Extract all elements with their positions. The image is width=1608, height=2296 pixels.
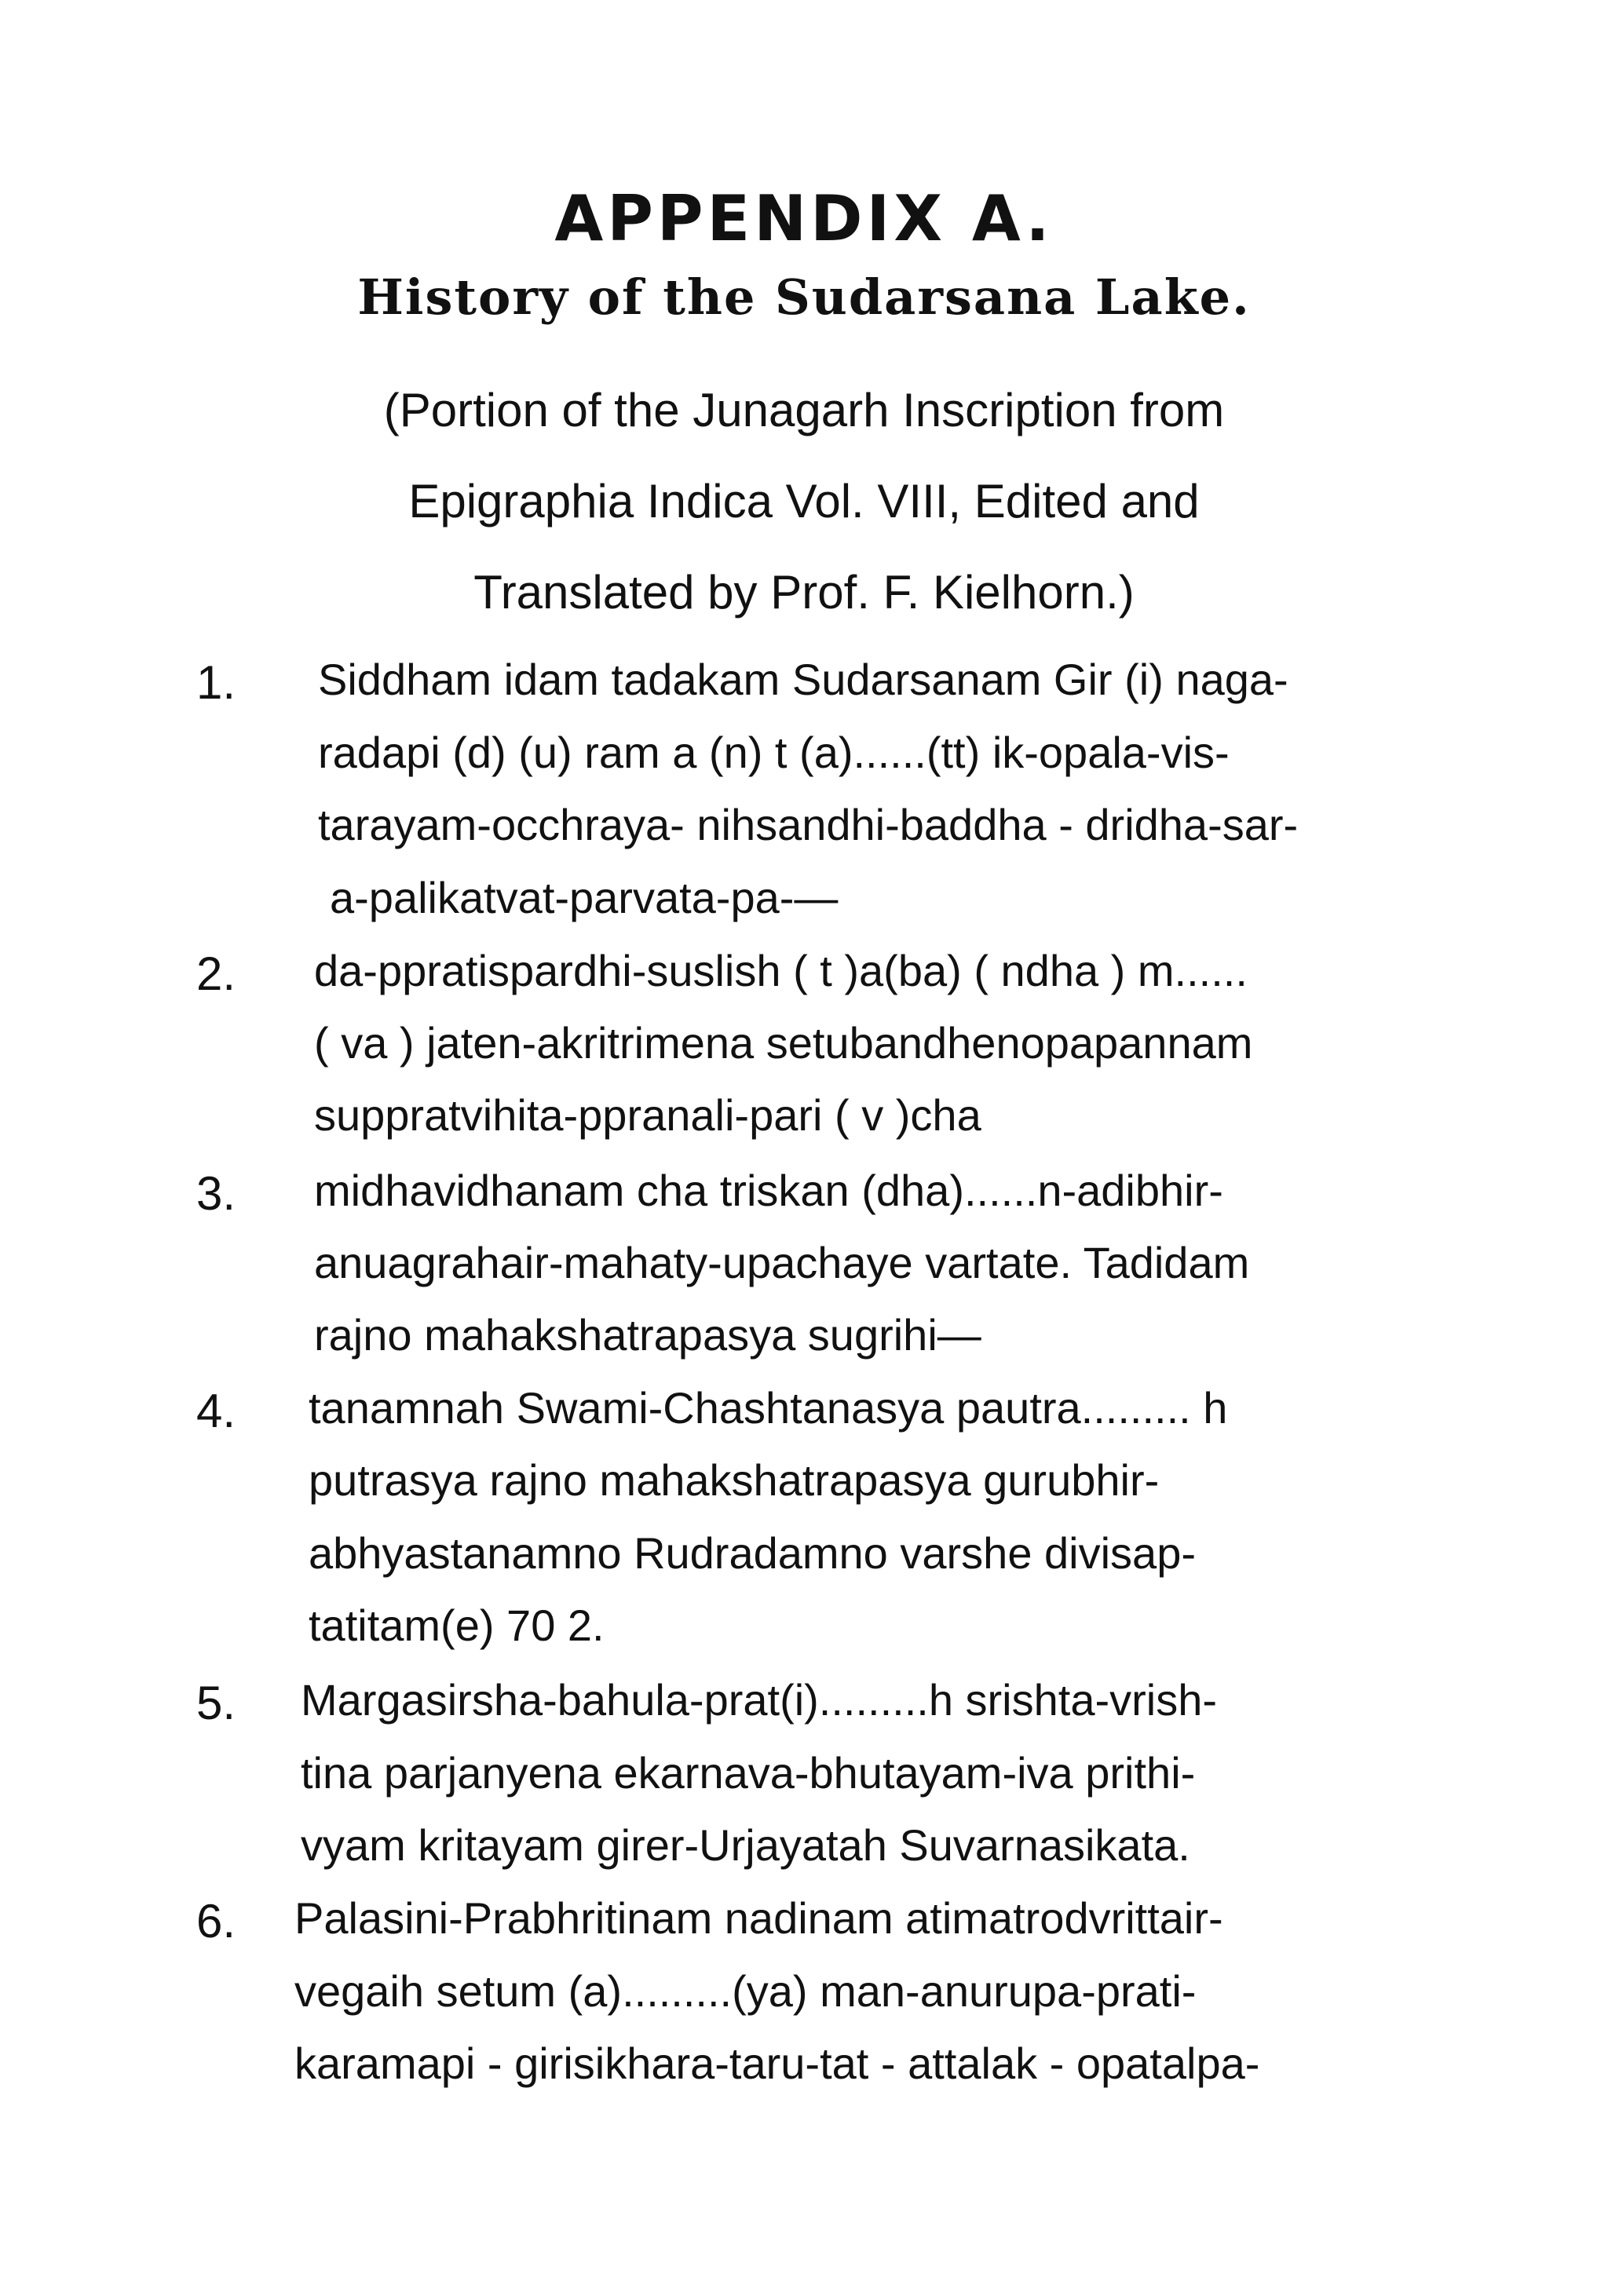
- source-note-line: Translated by Prof. F. Kielhorn.): [473, 566, 1135, 619]
- verse-line: karamapi - girisikhara-taru-tat - attalak - opatalpa-: [294, 2039, 1260, 2088]
- verse-line: vyam kritayam girer-Urjayatah Suvarnasikata.: [301, 1820, 1190, 1870]
- verse-number: 1.: [196, 656, 236, 709]
- verse-line: midhavidhanam cha triskan (dha)......n-adibhir-: [314, 1166, 1223, 1215]
- verse-line: radapi (d) (u) ram a (n) t (a)......(tt) ik-opala-vis-: [318, 728, 1230, 777]
- source-note-line: Epigraphia Indica Vol. VIII, Edited and: [408, 475, 1200, 527]
- verse-line: da-ppratispardhi-suslish ( t )a(ba) ( ndha ) m......: [314, 946, 1248, 995]
- verse-number: 4.: [196, 1385, 236, 1437]
- verse-number: 5.: [196, 1677, 236, 1729]
- verse-line: tanamnah Swami-Chashtanasya pautra......... h: [309, 1383, 1228, 1433]
- verse-line: rajno mahakshatrapasya sugrihi—: [314, 1310, 981, 1360]
- verse-line: Palasini-Prabhritinam nadinam atimatrodvrittair-: [294, 1893, 1223, 1943]
- verse-number: 3.: [196, 1167, 236, 1220]
- source-note-line: (Portion of the Junagarh Inscription from: [383, 384, 1225, 436]
- verse-line: suppratvihita-ppranali-pari ( v )cha: [314, 1090, 981, 1140]
- verse-line: anuagrahair-mahaty-upachaye vartate. Tadidam: [314, 1238, 1250, 1287]
- verse-line: abhyastanamno Rudradamno varshe divisap-: [309, 1528, 1196, 1578]
- verse-line: vegaih setum (a).........(ya) man-anurupa-prati-: [294, 1966, 1197, 2016]
- verse-line: Siddham idam tadakam Sudarsanam Gir (i) naga-: [318, 655, 1288, 704]
- verse-number: 6.: [196, 1895, 236, 1947]
- verse-line: ( va ) jaten-akritrimena setubandhenopapannam: [314, 1018, 1253, 1068]
- appendix-title: APPENDIX A.: [554, 182, 1054, 255]
- verse-number: 2.: [196, 947, 236, 1000]
- verse-line: tina parjanyena ekarnava-bhutayam-iva prithi-: [301, 1748, 1196, 1798]
- verse-line: tatitam(e) 70 2.: [309, 1601, 605, 1650]
- verse-line: tarayam-occhraya- nihsandhi-baddha - dridha-sar-: [318, 800, 1299, 849]
- verse-line: putrasya rajno mahakshatrapasya gurubhir-: [309, 1455, 1160, 1505]
- verse-line: a-palikatvat-parvata-pa-—: [330, 873, 839, 922]
- appendix-subtitle: History of the Sudarsana Lake.: [357, 268, 1251, 326]
- verse-line: Margasirsha-bahula-prat(i).........h srishta-vrish-: [301, 1675, 1218, 1725]
